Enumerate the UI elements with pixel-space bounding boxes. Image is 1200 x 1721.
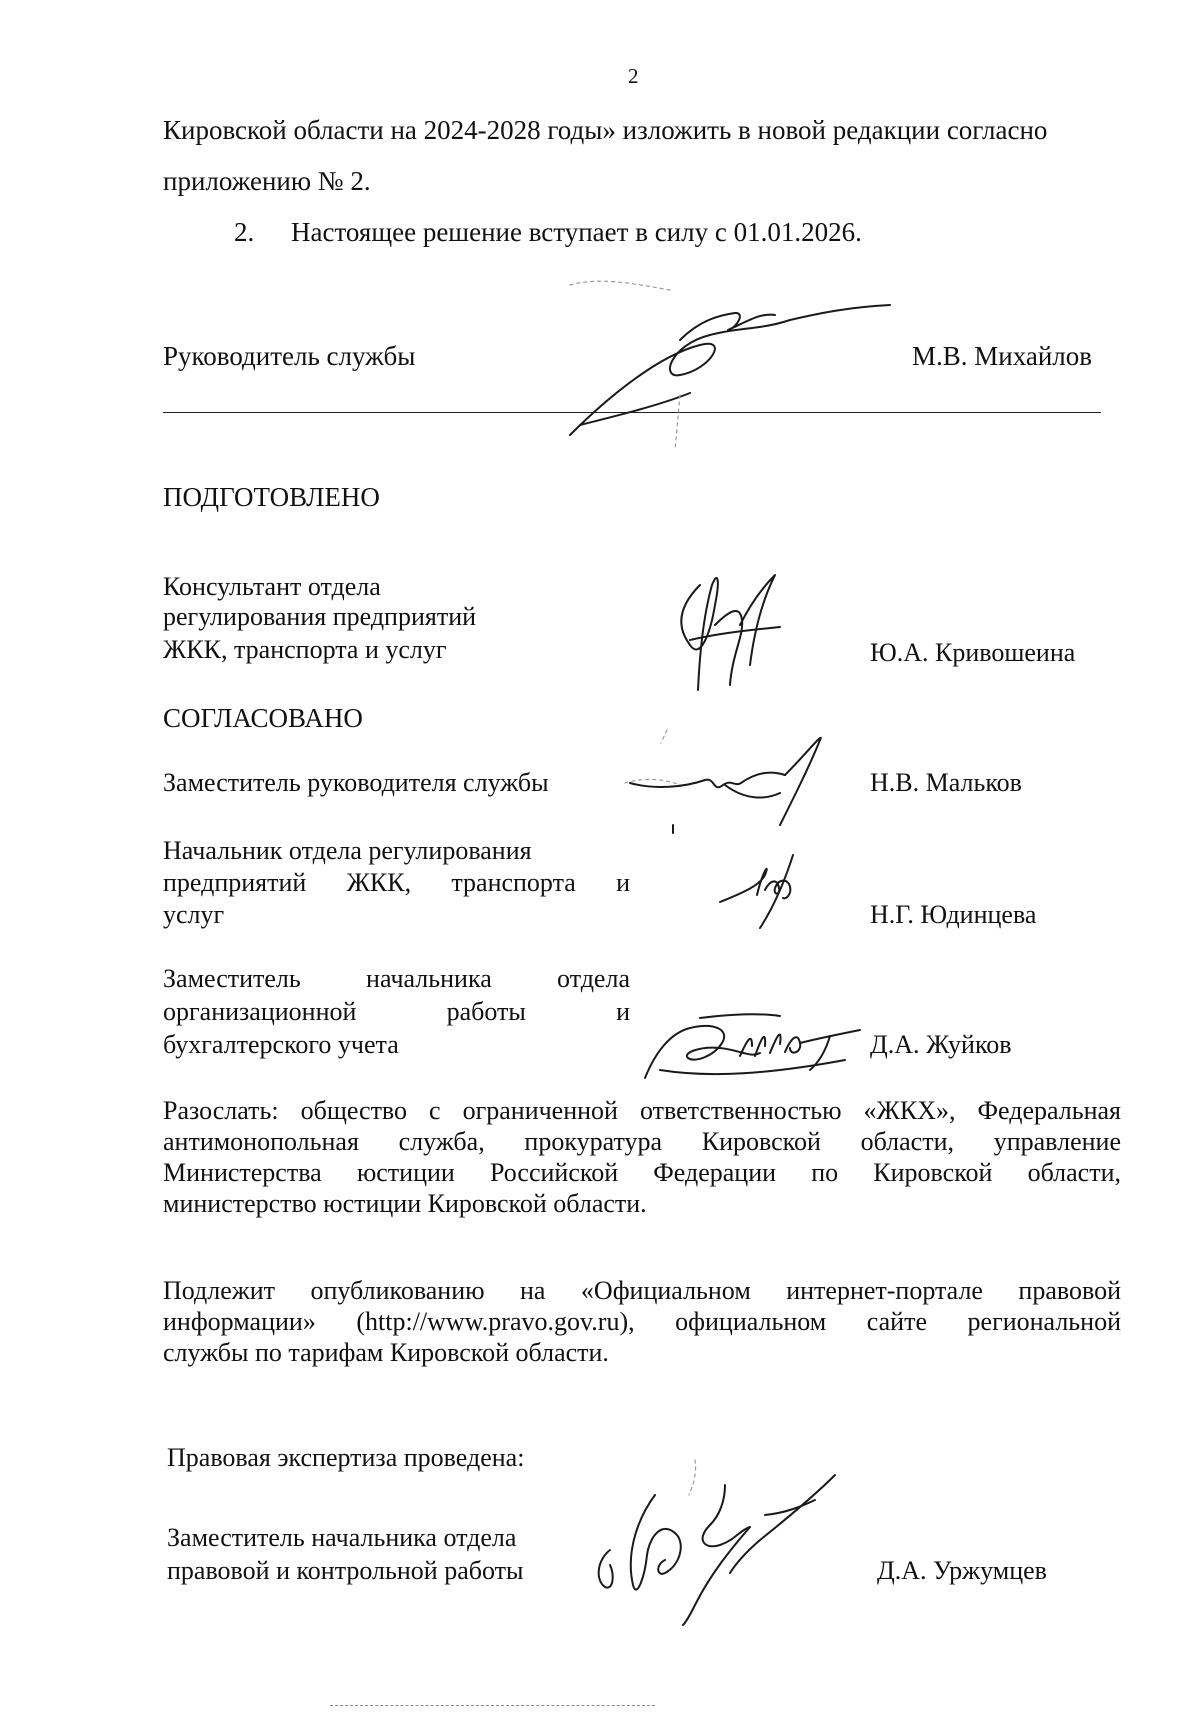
publication-line: информации» (http://www.pravo.gov.ru), официальном сайте региональной — [163, 1307, 1121, 1336]
deputy-title: Заместитель руководителя службы — [163, 768, 549, 797]
deputy-chief-title-word: Заместитель — [163, 964, 301, 993]
deputy-chief-title-word: отдела — [557, 964, 630, 993]
deputy-chief-title-word: начальника — [366, 964, 492, 993]
prepared-title-1: Консультант отдела — [163, 572, 381, 601]
legal-title-2: правовой и контрольной работы — [167, 1556, 524, 1585]
prepared-name: Ю.А. Кривошеина — [870, 638, 1076, 667]
chief-signature — [715, 850, 825, 930]
bottom-mark — [330, 1705, 655, 1706]
legal-title-1: Заместитель начальника отдела — [167, 1523, 517, 1552]
chief-title-word: транспорта — [451, 868, 576, 897]
chief-title-3: услуг — [163, 900, 225, 929]
publication-line: Подлежит опубликованию на «Официальном интернет-портале правовой — [163, 1276, 1121, 1305]
deputy-chief-title-word: работы — [446, 997, 526, 1026]
prepared-heading: ПОДГОТОВЛЕНО — [163, 482, 380, 512]
deputy-chief-name: Д.А. Жуйков — [870, 1030, 1012, 1059]
page-number: 2 — [628, 64, 639, 88]
distribution-line: Министерства юстиции Российской Федерации по Кировской области, — [163, 1158, 1121, 1187]
chief-name: Н.Г. Юдинцева — [870, 900, 1037, 929]
deputy-chief-title-word: и — [616, 997, 630, 1026]
deputy-chief-title-word: организационной — [163, 997, 357, 1026]
legal-name: Д.А. Уржумцев — [877, 1556, 1047, 1585]
head-title: Руководитель службы — [163, 341, 416, 371]
item-2-text: Настоящее решение вступает в силу с 01.01.2026. — [291, 217, 862, 247]
legal-heading: Правовая экспертиза проведена: — [167, 1443, 525, 1472]
distribution-line: министерство юстиции Кировской области. — [163, 1189, 647, 1218]
publication-block — [163, 1275, 1121, 1368]
chief-title-word: предприятий — [163, 868, 307, 897]
head-signature — [560, 275, 900, 465]
legal-signature — [585, 1455, 865, 1625]
deputy-name: Н.В. Мальков — [870, 768, 1022, 797]
intro-line-1: Кировской области на 2024-2028 годы» изложить в новой редакции согласно — [163, 115, 1048, 145]
agreed-heading: СОГЛАСОВАНО — [163, 703, 363, 733]
deputy-chief-signature — [640, 1008, 865, 1088]
intro-line-2: приложению № 2. — [163, 166, 371, 196]
distribution-line: Разослать: общество с ограниченной ответственностью «ЖКХ», Федеральная — [163, 1096, 1121, 1125]
deputy-signature — [595, 725, 835, 835]
deputy-chief-title-3: бухгалтерского учета — [163, 1030, 399, 1059]
chief-title-word: и — [616, 868, 630, 897]
item-2-number: 2. — [234, 217, 255, 247]
prepared-signature — [670, 565, 790, 700]
deputy-chief-title-1 — [163, 964, 630, 994]
distribution-line: антимонопольная служба, прокуратура Кировской области, управление — [163, 1127, 1121, 1156]
head-name: М.В. Михайлов — [912, 341, 1093, 371]
distribution-block — [163, 1095, 1121, 1219]
prepared-title-3: ЖКК, транспорта и услуг — [163, 635, 447, 664]
chief-title-word: ЖКК, — [346, 868, 412, 897]
prepared-title-2: регулирования предприятий — [163, 602, 477, 631]
chief-title-2 — [163, 868, 630, 898]
publication-line: службы по тарифам Кировской области. — [163, 1338, 609, 1367]
chief-title-1: Начальник отдела регулирования — [163, 836, 532, 865]
deputy-chief-title-2 — [163, 997, 630, 1027]
